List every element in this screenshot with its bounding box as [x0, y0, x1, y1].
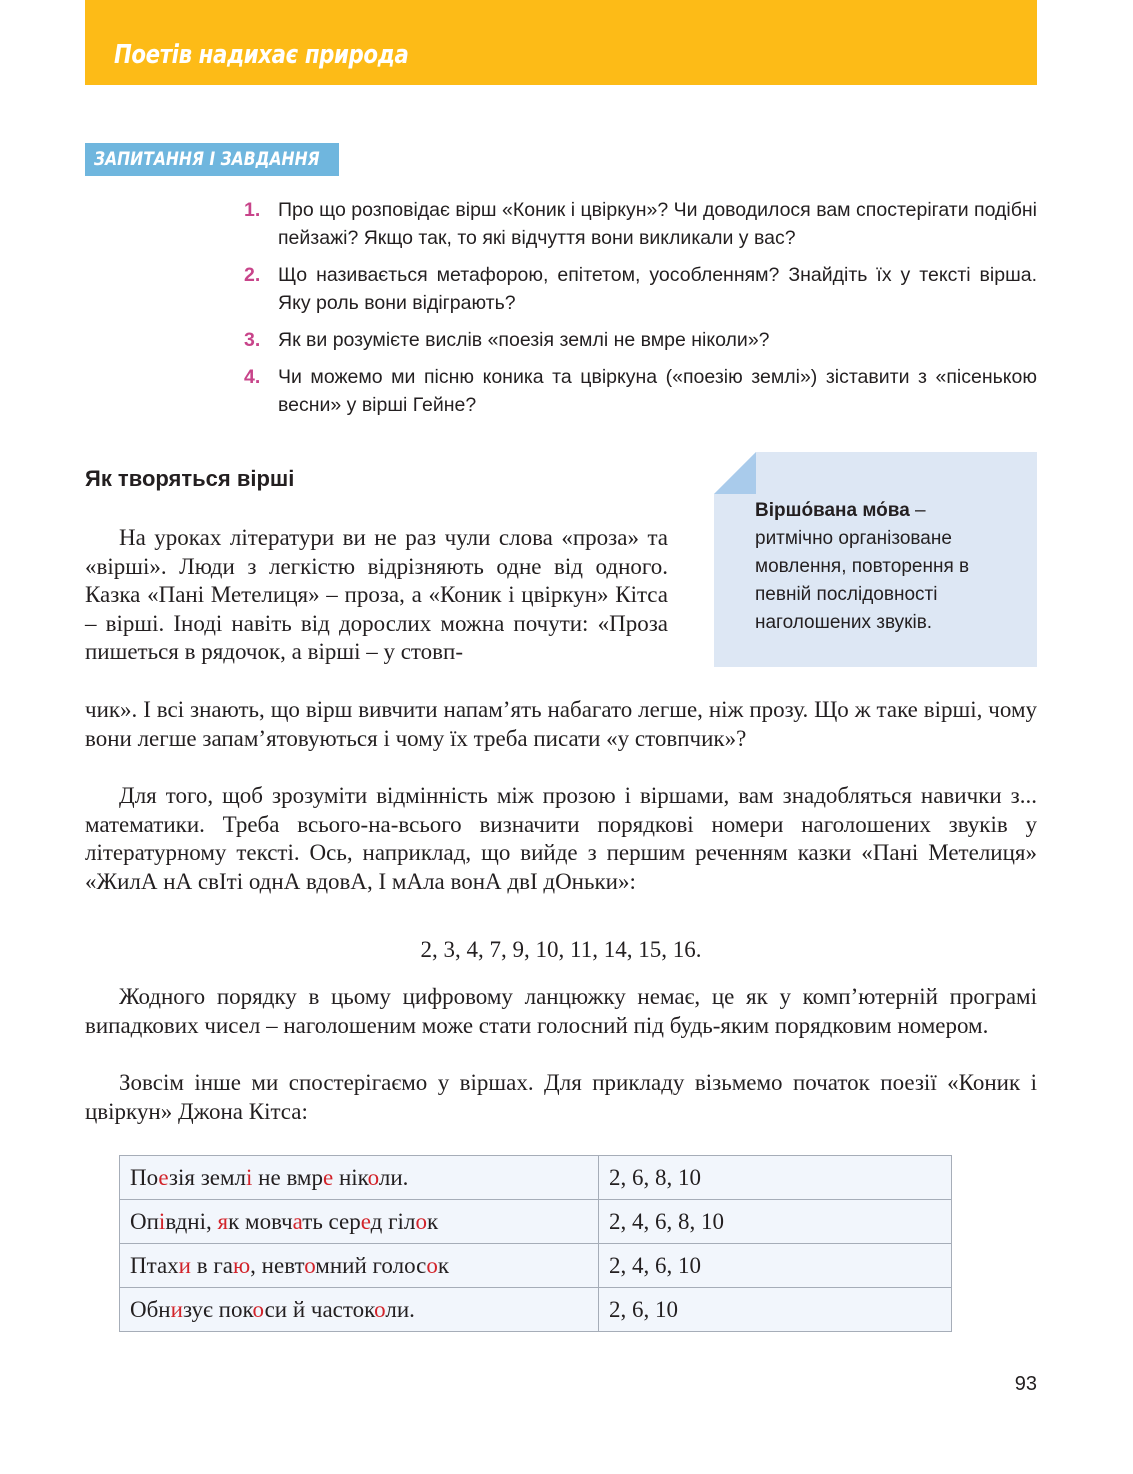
question-number: 1.	[244, 199, 261, 221]
verse-line-cell	[120, 1156, 599, 1200]
verse-text: си й часток	[264, 1296, 375, 1322]
definition-text	[755, 497, 995, 637]
stressed-vowel: а	[292, 1208, 303, 1234]
stress-table-row	[120, 1244, 952, 1288]
stressed-vowel: о	[367, 1164, 379, 1190]
questions-section-label-text: ЗАПИТАННЯ І ЗАВДАННЯ	[94, 148, 320, 170]
verse-text: зія земл	[168, 1164, 247, 1190]
chapter-title: Поетів надихає природа	[114, 40, 409, 70]
stressed-vowel: і	[246, 1164, 253, 1190]
verse-text: , невт	[250, 1252, 305, 1278]
verse-text: Птах	[130, 1252, 179, 1278]
verse-line-cell	[120, 1244, 599, 1288]
body-paragraph-1: На уроках літератури ви не раз чули слова «проза» та «вірші». Люди з легкістю відрізняють одне від одного. Казка «Пані Метелиця» – проза, а «Коник і цвіркун» Кітса – вірші. Іноді навіть від дорослих можна почути: «Проза пишеться в рядочок, а вірші – у стовп-	[85, 525, 668, 665]
stressed-vowel: и	[170, 1296, 183, 1322]
verse-text: к	[437, 1252, 450, 1278]
questions-section-label	[85, 143, 339, 176]
verse-line-cell	[120, 1288, 599, 1332]
stressed-vowel: о	[252, 1296, 265, 1322]
stress-table-body	[120, 1156, 952, 1332]
stressed-vowel: о	[426, 1252, 438, 1278]
question-text: Чи можемо ми пісню коника та цвіркуна («поезію землі») зіставити з «пісенькою весни» у вірші Гейне?	[278, 366, 1037, 416]
page-number: 93	[1014, 1373, 1037, 1395]
question-item	[244, 196, 1037, 252]
verse-text: мний голос	[315, 1252, 427, 1278]
verse-text: к мовч	[228, 1208, 293, 1234]
page-fold-flap	[714, 452, 756, 494]
verse-text: ть сер	[302, 1208, 361, 1234]
body-paragraph-2: Для того, щоб зрозуміти відмінність між прозою і віршами, вам знадобляться навички з... математики. Треба всього-на-всього визначити порядкові номери наголошених звуків у літературному тексті. Ось, наприклад, що вийде з першим реченням казки «Пані Метелиця» «ЖилА нА свІті однА вдовА, І мАла вонА двІ дОньки»:	[85, 783, 1037, 894]
stress-positions-cell: 2, 4, 6, 10	[599, 1244, 952, 1288]
stressed-vowel: е	[158, 1164, 169, 1190]
question-number: 2.	[244, 264, 261, 286]
body-paragraph-4: Зовсім інше ми спостерігаємо у віршах. Для прикладу візьмемо початок поезії «Коник і цвіркун» Джона Кітса:	[85, 1070, 1037, 1124]
stressed-vowel: ю	[232, 1252, 251, 1278]
stressed-vowel: и	[178, 1252, 191, 1278]
question-text: Як ви розумієте вислів «поезія землі не вмре ніколи»?	[278, 329, 770, 351]
verse-text: ли.	[378, 1164, 409, 1190]
question-number: 3.	[244, 329, 261, 351]
verse-text: ли.	[385, 1296, 415, 1322]
definition-box	[714, 452, 1037, 667]
stressed-vowel: о	[304, 1252, 316, 1278]
stressed-vowel: е	[360, 1208, 371, 1234]
stress-positions-cell: 2, 6, 10	[599, 1288, 952, 1332]
verse-text: д гіл	[370, 1208, 416, 1234]
stress-positions-cell: 2, 4, 6, 8, 10	[599, 1200, 952, 1244]
stress-table-row	[120, 1156, 952, 1200]
question-text: Про що розповідає вірш «Коник і цвіркун»? Чи доводилося вам спостерігати подібні пейзажі? Якщо так, то які відчуття вони викликали у вас?	[278, 199, 1037, 249]
stress-table	[119, 1155, 952, 1332]
stress-table-row	[120, 1288, 952, 1332]
verse-text: не вмр	[252, 1164, 323, 1190]
verse-text: Обн	[130, 1296, 171, 1322]
body-paragraph-1-continued: чик». І всі знають, що вірш вивчити напам’ять набагато легше, ніж прозу. Що ж таке вірші, чому вони легше запам’ятовуються і чому їх треба писати «у стовпчик»?	[85, 697, 1037, 751]
verse-text: Оп	[130, 1208, 159, 1234]
body-paragraph-3: Жодного порядку в цьому цифровому ланцюжку немає, це як у комп’ютерній програмі випадкових чисел – наголошеним може стати голосний під будь-яким порядковим номером.	[85, 984, 1037, 1038]
verse-text: По	[130, 1164, 159, 1190]
question-item	[244, 326, 1037, 354]
verse-text: нік	[333, 1164, 368, 1190]
questions-list	[244, 196, 1037, 428]
verse-text: в га	[190, 1252, 233, 1278]
stress-table-row	[120, 1200, 952, 1244]
verse-line-cell	[120, 1200, 599, 1244]
verse-text: вдні,	[165, 1208, 218, 1234]
stressed-vowel: я	[217, 1208, 229, 1234]
stress-positions-example: 2, 3, 4, 7, 9, 10, 11, 14, 15, 16.	[420, 937, 702, 962]
stressed-vowel: е	[322, 1164, 334, 1190]
section-heading: Як творяться вірші	[85, 466, 295, 491]
definition-term: Віршо́вана мо́ва	[755, 500, 910, 521]
stressed-vowel: і	[158, 1208, 166, 1234]
definition-body: – ритмічно організоване мовлення, повторення в певній послідовності наголошених звуків.	[755, 500, 970, 633]
verse-text: к	[426, 1208, 439, 1234]
stressed-vowel: о	[415, 1208, 427, 1234]
verse-text: зує пок	[182, 1296, 253, 1322]
question-item	[244, 261, 1037, 317]
question-text: Що називається метафорою, епітетом, уособленням? Знайдіть їх у тексті вірша. Яку роль вони відіграють?	[278, 264, 1037, 314]
stressed-vowel: о	[374, 1296, 386, 1322]
question-number: 4.	[244, 366, 261, 388]
stress-positions-cell: 2, 6, 8, 10	[599, 1156, 952, 1200]
question-item	[244, 363, 1037, 419]
